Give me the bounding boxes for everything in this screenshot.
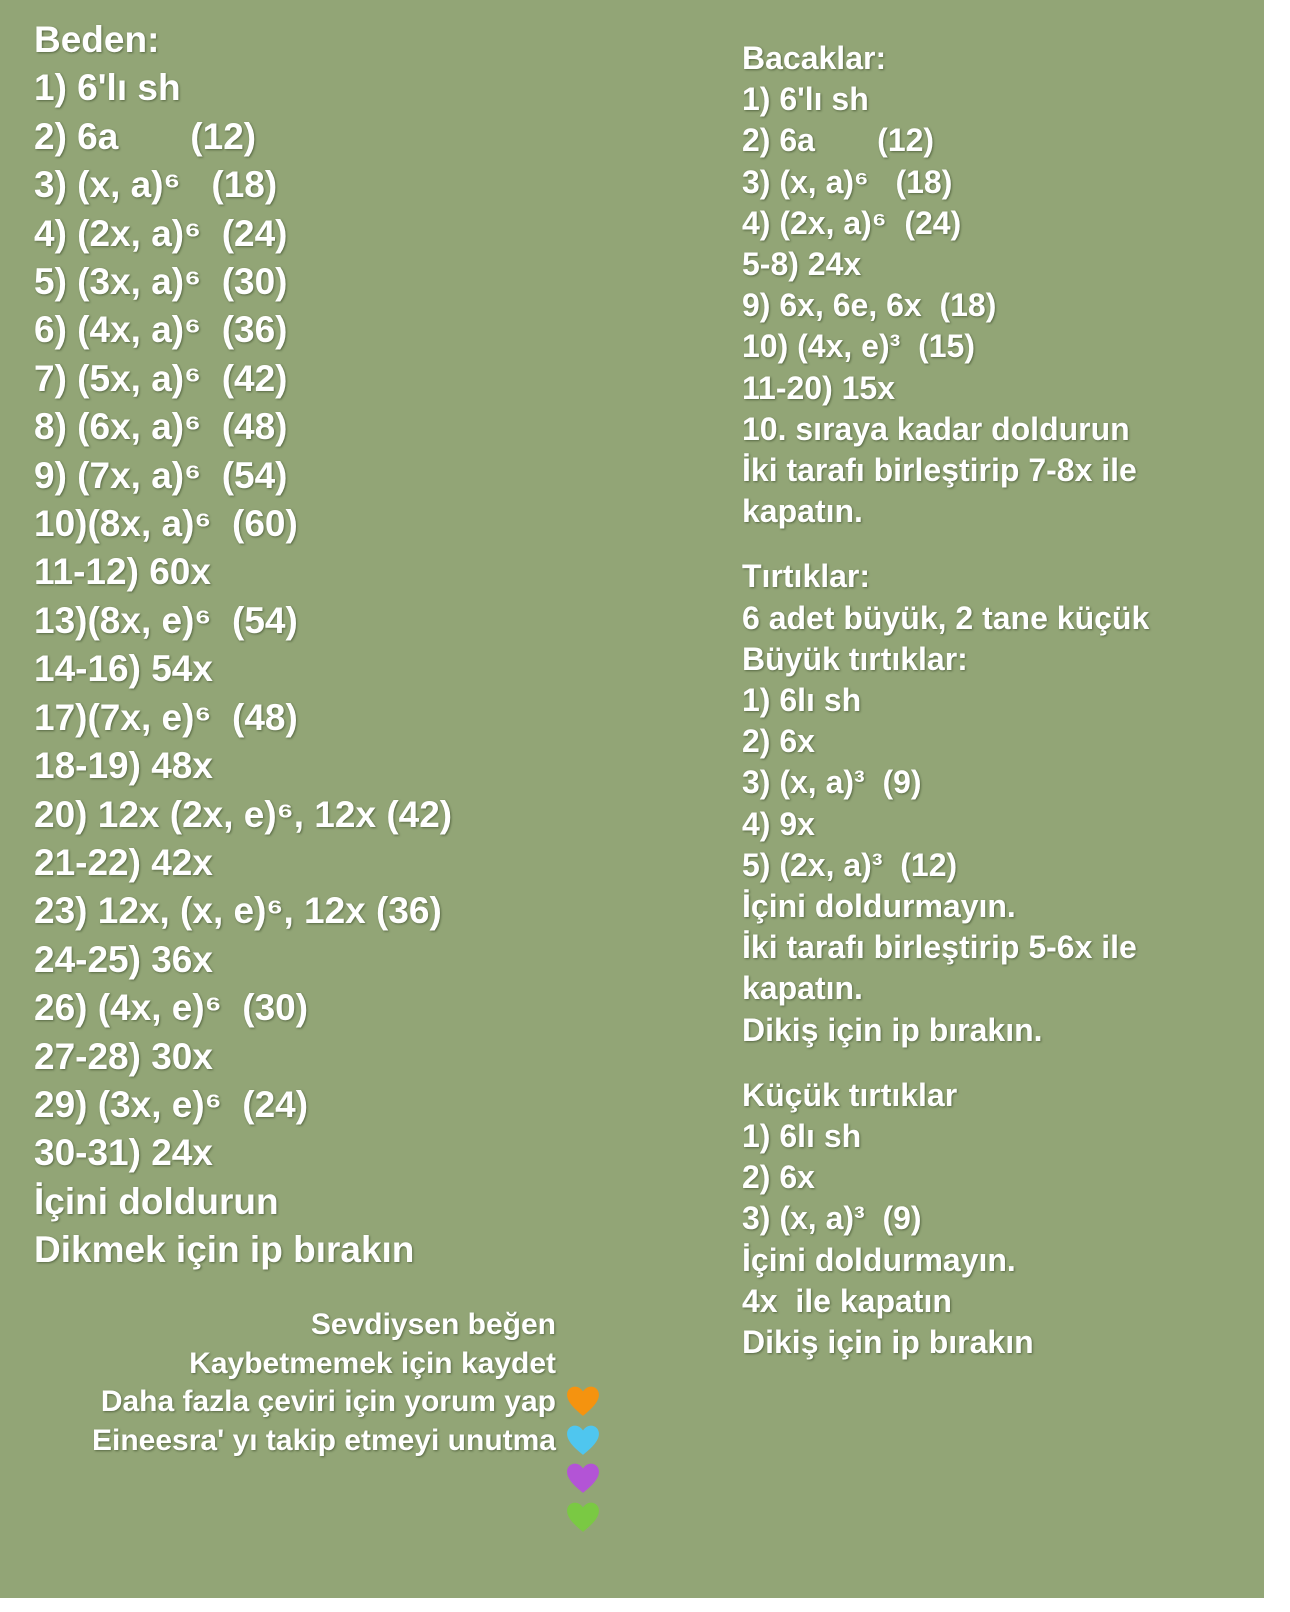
instruction-line: 4) 9x (742, 805, 815, 842)
blue-heart-icon (566, 1347, 600, 1381)
instruction-line: 1) 6'lı sh (742, 81, 869, 118)
footer-text: Eineesra' yı takip etmeyi unutma (92, 1423, 556, 1457)
instruction-line: 3) (x, a)⁶ (18) (742, 163, 953, 200)
instruction-line: 2) 6a (12) (742, 122, 935, 159)
instruction-line: 2) 6x (742, 723, 815, 760)
instruction-line: 5) (3x, a)⁶ (30) (34, 261, 288, 303)
instruction-line: İçini doldurmayın. (742, 888, 1016, 925)
instruction-line: 6) (4x, a)⁶ (36) (34, 309, 288, 351)
instruction-line: Dikmek için ip bırakın (34, 1229, 415, 1271)
instruction-line: 4x ile kapatın (742, 1282, 952, 1319)
purple-heart-icon (566, 1385, 600, 1419)
instruction-line: İki tarafı birleştirip 5-6x ile (742, 929, 1137, 966)
instruction-line: 29) (3x, e)⁶ (24) (34, 1083, 309, 1125)
instruction-line: 4) (2x, a)⁶ (24) (742, 204, 962, 241)
instruction-line: 3) (x, a)⁶ (18) (34, 164, 278, 206)
instruction-line: 23) 12x, (x, e)⁶, 12x (36) (34, 890, 442, 932)
instruction-line: 10)(8x, a)⁶ (60) (34, 503, 298, 545)
orange-heart-icon (566, 1308, 600, 1342)
section-spacer (742, 1051, 1262, 1075)
instruction-line: 2) 6x (742, 1159, 815, 1196)
section-tirtiklar (742, 556, 1262, 1050)
instruction-line: Büyük tırtıklar: (742, 640, 968, 677)
section-spacer (742, 532, 1262, 556)
instruction-line: 9) 6x, 6e, 6x (18) (742, 287, 997, 324)
instruction-line: 8) (6x, a)⁶ (48) (34, 406, 288, 448)
instruction-line: 10) (4x, e)³ (15) (742, 328, 975, 365)
footer-line-save (60, 1345, 600, 1384)
instruction-line: kapatın. (742, 493, 863, 530)
instruction-line: 27-28) 30x (34, 1035, 213, 1077)
instruction-line: 11-20) 15x (742, 369, 896, 406)
instruction-line: 7) (5x, a)⁶ (42) (34, 357, 288, 399)
instruction-line: 1) 6lı sh (742, 682, 862, 719)
instruction-line: 5) (2x, a)³ (12) (742, 846, 958, 883)
body-instructions (34, 16, 674, 1275)
instruction-line: İki tarafı birleştirip 7-8x ile (742, 452, 1137, 489)
social-footer (60, 1306, 600, 1460)
footer-line-comment (60, 1383, 600, 1422)
right-border (1264, 0, 1290, 1612)
instruction-line: 24-25) 36x (34, 938, 213, 980)
section-title-kucuk-tirtiklar: Küçük tırtıklar (742, 1076, 958, 1113)
section-kucuk-tirtiklar (742, 1075, 1262, 1363)
legs-and-spikes-instructions (742, 38, 1262, 1363)
bottom-border (0, 1598, 1290, 1612)
instruction-line: 4) (2x, a)⁶ (24) (34, 212, 288, 254)
section-title-bacaklar: Bacaklar: (742, 40, 887, 76)
instruction-line: 9) (7x, a)⁶ (54) (34, 454, 288, 496)
instruction-line: 11-12) 60x (34, 551, 211, 593)
instruction-line: 21-22) 42x (34, 841, 213, 883)
instruction-line: 10. sıraya kadar doldurun (742, 410, 1130, 447)
instruction-line: 17)(7x, e)⁶ (48) (34, 696, 298, 738)
instruction-line: 26) (4x, e)⁶ (30) (34, 987, 309, 1029)
instruction-line: 20) 12x (2x, e)⁶, 12x (42) (34, 793, 453, 835)
instruction-line: 6 adet büyük, 2 tane küçük (742, 599, 1150, 636)
footer-text: Kaybetmemek için kaydet (189, 1346, 556, 1380)
section-bacaklar (742, 38, 1262, 532)
instruction-line: İçini doldurmayın. (742, 1241, 1016, 1278)
instruction-line: 3) (x, a)³ (9) (742, 764, 922, 801)
footer-line-like (60, 1306, 600, 1345)
instruction-line: 1) 6'lı sh (34, 67, 181, 109)
instruction-line: 1) 6lı sh (742, 1118, 862, 1155)
footer-text: Daha fazla çeviri için yorum yap (100, 1385, 556, 1418)
instruction-line: kapatın. (742, 970, 863, 1007)
section-title-beden: Beden: (34, 19, 160, 60)
footer-line-follow (60, 1422, 600, 1461)
instruction-line: 18-19) 48x (34, 745, 213, 787)
instruction-line: 14-16) 54x (34, 648, 213, 690)
instruction-line: Dikiş için ip bırakın. (742, 1011, 1043, 1048)
instruction-line: 30-31) 24x (34, 1132, 213, 1174)
instruction-line: Dikiş için ip bırakın (742, 1324, 1034, 1361)
instruction-line: 5-8) 24x (742, 246, 862, 283)
instruction-line: 2) 6a (12) (34, 115, 257, 157)
green-heart-icon (566, 1424, 600, 1458)
instruction-line: 13)(8x, e)⁶ (54) (34, 599, 298, 641)
section-title-tirtiklar: Tırtıklar: (742, 558, 871, 595)
instruction-line: İçini doldurun (34, 1180, 279, 1222)
footer-text: Sevdiysen beğen (310, 1308, 556, 1341)
instruction-line: 3) (x, a)³ (9) (742, 1200, 922, 1237)
